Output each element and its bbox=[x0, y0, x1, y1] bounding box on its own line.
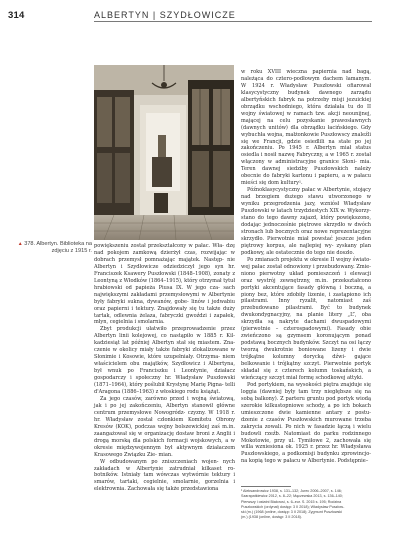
right-paragraph: w roku XVIII wieczna papiernia nad bagą, należąca do cztero-podłowym dachem łamanym. W 1924 r. Władysław Puszłowski ofiarował klasycystyczny budynek dawnego zarządu albertyńskich fabryk na potrzeby misji jezuickiej obrządku wschodniego, która działała tu do II wojny światowej w ramach tzw. akcji neounijnej, mającej na celu pozyskanie prawosławnych (dawnych unitów) dla obrządku łacińskiego. Gdy wybuchła wojna, małżonkowie Puszłowscy znaleźli się we Francji, gdzie osiedlili na stałe po jej zakończeniu. Po 1945 r. Albertyn miał status osiedla i nosił nazwę Fabryczny, a w 1965 r. został włączony w administracyjne granice Słoni- mia. Teren dawnej siedziby Puszłowskich należy obecnie do fabryki kartonu i papieru, a w pałacu mieści się dom kultury¹. bbox=[241, 69, 371, 187]
running-title: ALBERTYN | SZYDŁOWICZE bbox=[94, 10, 236, 20]
header-rule bbox=[94, 21, 372, 22]
left-paragraph: W odbudowanym po zniszczeniach wojen- nych zakładach w Albertynie zatrudniał kilkaset ro- botników. Istniały tam wówczas wytwórnie tektury i smarów, tartaki, cegielnie, smolarnie, gorzelnia i elektrownia. Zachowała się także przedstawiona bbox=[94, 458, 235, 493]
footnote-line: ski (m.) (1968 (online, dostęp: 3 II 2018); Zygmunt Puszłowski bbox=[241, 510, 343, 515]
right-paragraph: Pod portykiem, na wysokości piętra znajduje się loggia (dawniej były tam trzy niegłębsze się na sobą balkony). Z parteru gruntu pod portyk wiodą szerokie kilkustopniowe schody, a po ich bokach umieszczone dwie kamienne antary z postu- dzenie z czasów Puszłowskich murowane trzeba zakrycia zowali. Po nich w fasadzie łączą i wielu budowli rzeźb. Natomiast do parku rodzinnego Mokotowie, przy ul. Tymiłowe 2, zachowała się willa wzniesiona ok. 1925 r. przez hr. Władysława Puszłowskiego, a podkomisji budynku zprowincjo- na kopią tego w pałacu w Albertynie. Podstępnie– bbox=[241, 381, 371, 465]
footnote-rule bbox=[241, 486, 291, 487]
page-number: 314 bbox=[8, 10, 25, 21]
footnote bbox=[241, 489, 371, 521]
right-paragraph: Po zmianach projektu w okresie II wojny świato- wej pałac został odnowiony i przebudowany. Zmie- niono pierwotny układ pomieszczeń i elewacji oraz wystrój zewnętrzny, m.in. przekształcono portyki akcentujące fasady główną i boczną, a piony bez, które zdobiły lizenie, i zastąpiono ich pilastrami. Inny ryzalit, natomiast zaś przebudowano pilastrami. Być to budynek dwukondygnacyjny, na planie litery „L”, oba skrzydła są nakryte dachami dwuspadowymi (pierwotnie – czterospadowymi). Fasady obie zwieńczono są gzymsem koronującym ponad podstawą bocznych budynków. Szczyt na osi łączy tworzą dwukrotnie boniowane lizeny i dwie trójkątne kolumny dorycką dźwi- gające belkowanie i trójkątny szczyt. Pierwotnie portyk składał się z czterech kolumn toskańskich, a wieńczący szczyt miał formę schodkowej attyki. bbox=[241, 256, 371, 381]
footnote-line: (m.) (1938 (online, dostęp: 3 II 2018). bbox=[241, 515, 302, 520]
left-paragraph: Za jego czasów, zarówno przed i wojną światową, jak i po jej zakończeniu, Albertyn stanowił główne centrum przemysłowe Nowogródz- czyzny. W 1918 r. hr. Władysław został członkiem Komitetu Obrony Kresów (KOK), podczas wojny bolszewickiej zaś m.in. zaangażował się w organizację dostaw broni z Anglii i drogą morską dla polskich formacji wojskowych, a w okresie międzywojennym był aktywnym działaczem Krasowego Związku Zie- mian. bbox=[94, 395, 235, 458]
caption-text: 378. Albertyn. Biblioteka na zdjęciu z 1915 r. bbox=[24, 241, 92, 254]
footnote-line: Szarapatkiewicz 2012, s. 8–22; Mączewska 2013, s. 136–140; bbox=[241, 494, 343, 499]
right-text-column bbox=[241, 69, 371, 465]
right-paragraph: Późnoklasycystyczny pałac w Albertynie, stojący nad brzegiem dużego stawu utworzonego w wyniku przegrodzenia jazy, wzniósł Władysław Puszłowski w latach trzydziestych XIX w. Wykorzy- stano do tego dawny zajazd, który powiększono, dodając jednocześnie piętrowe skrzydło w dwóch stronach lub bocznych oraz nowe reprezentacyjne skrzydło. Pierwotnie miał powstać jeszcze jeden piętrowy korpus, ale najlepiej wy- zyskany plan podkowy, ale ostatecznie do tego nie doszło. bbox=[241, 187, 371, 256]
figure-caption bbox=[8, 241, 92, 255]
library-photo-image bbox=[94, 65, 234, 240]
footnote-line: Pierwszy i ostatni Białorusi, s. 6–eur. S. 2015 s. 195; Rodzina bbox=[241, 499, 342, 504]
left-paragraph: powiększeniu został przekształcony w pałac. Wła- dzę nad pokojem zamkową dzierżył czas, rozwijając w dobrach przemysł pomnażając majątek. Następ- nie Albertyn i Szydłowicze odziedziczył jego syn hr. Franciszek Ksawery Puszłowski (1848–1908), zonaty z Leontyną z Włodków (1864–1915), który otrzymał tytuł hrabiowski od papieża Piusa IX. W jego cza- sach największymi zakładami przemysłowymi w Albertynie były fabryki sukna, dywanów, gobe- linów i jedwabiu oraz papierni i tektury. Znajdowały się tu także duży tartak, odlewnia żelaza, fabryczki gwoździ i zapałek, młyn, cegielnia i smolarnia. bbox=[94, 243, 235, 326]
page-header bbox=[0, 0, 400, 24]
library-photo bbox=[94, 65, 234, 240]
caption-marker-icon: ▲ bbox=[17, 241, 23, 247]
footnote-line: Puszłowskich (ordynat) dostęp: 3 II 2018); Władysław Puszłow- bbox=[241, 504, 345, 509]
left-paragraph: Zbyt produkcji ułatwiło przeprowadzenie przez Albertyn linii kolejowej, co nastąpiło w 1885 r. Kil- kadziesiąt lat później Albertyn stał się miastem. Zna- czenie w okolicy miały także fabryki zlokalizowane w Słonimie i Kosowie, które uzupełniały. Otrzyma- niem właścicielem obu majątków, Szydłowicz i Albertyna, był wnuk po Franciszku i Leontynie, działacz gospodarczy i społeczny hr. Władysław Puszłowski (1871–1964), który poślubił Krystynę Marię Pigna- telli d'Aragona (1886–1963) z włoskiego rodu książąt. bbox=[94, 326, 235, 396]
footnote-line: ¹ Aleksandrowicz 1938, s. 131–132; Jurec 2006–2007, s. 146; bbox=[241, 489, 342, 493]
left-text-column bbox=[94, 243, 235, 493]
